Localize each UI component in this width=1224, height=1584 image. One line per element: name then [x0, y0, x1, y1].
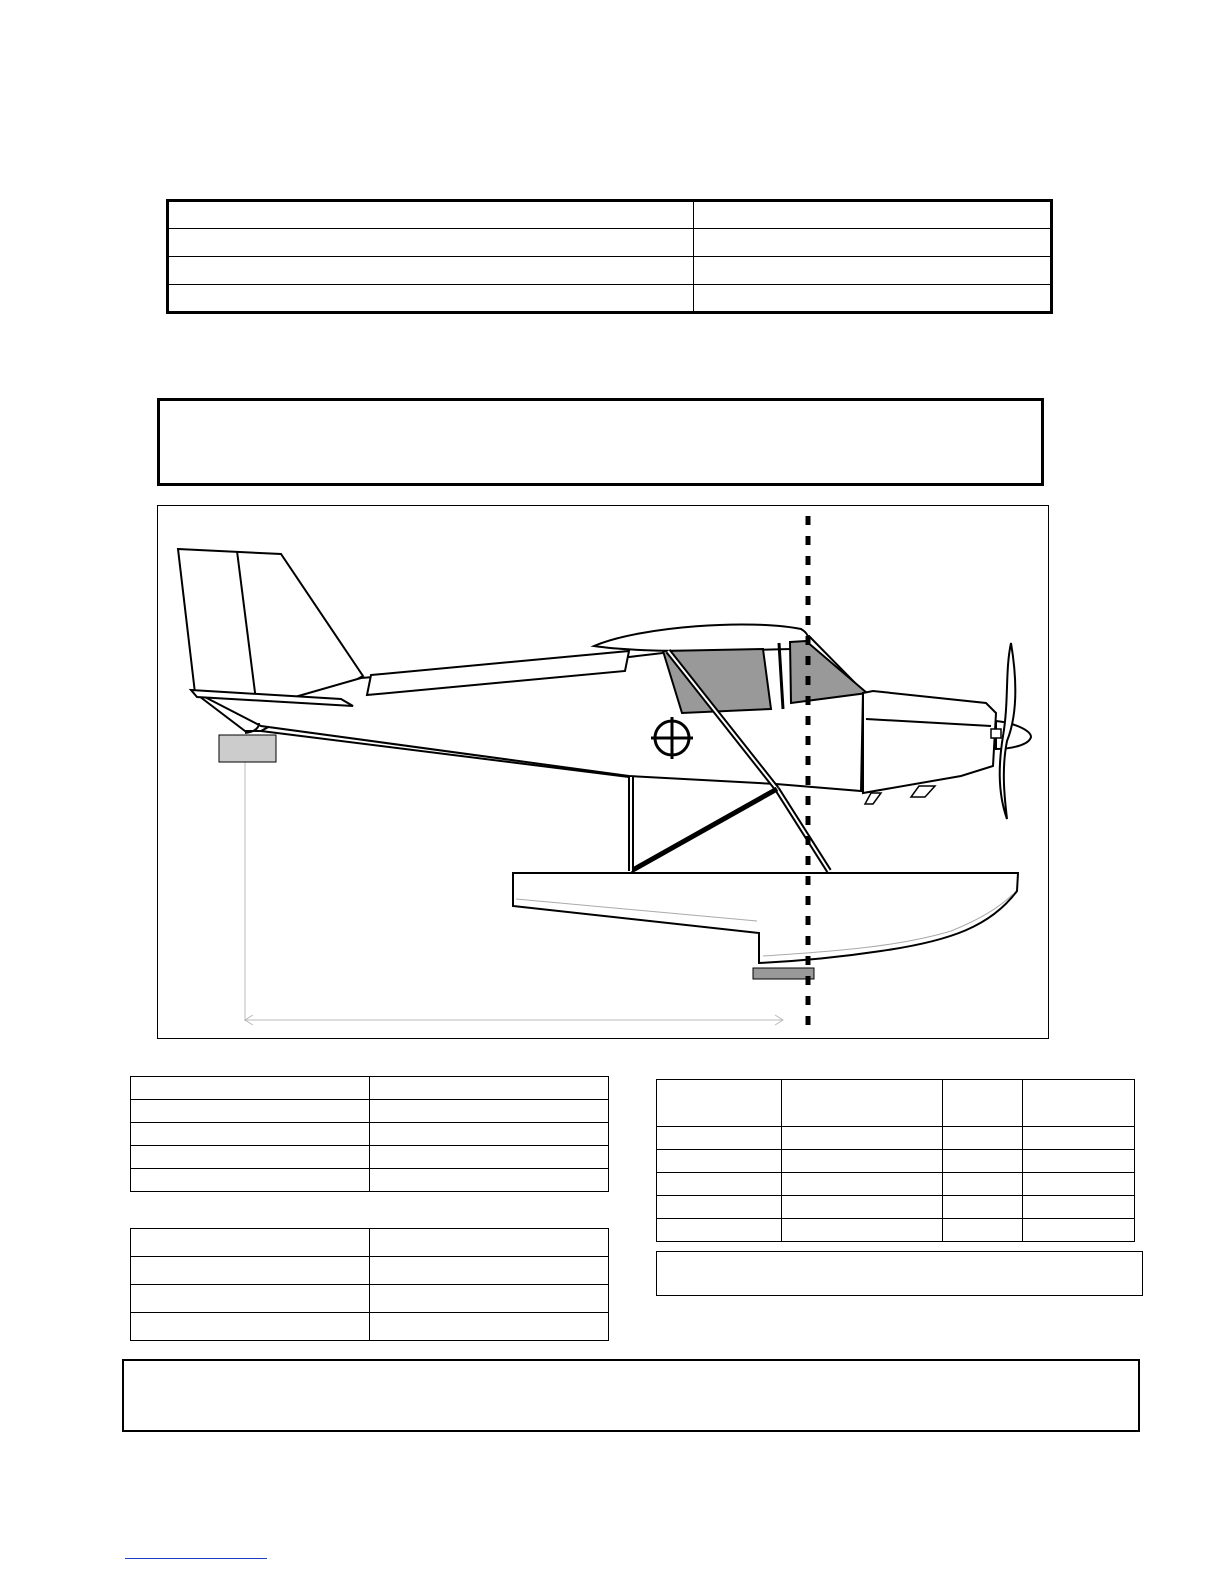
left-table-1 [130, 1076, 609, 1192]
table-cell [370, 1257, 609, 1285]
table-cell [657, 1196, 782, 1219]
table-cell [943, 1173, 1023, 1196]
propeller-hub [991, 729, 1001, 738]
left-table-2 [130, 1228, 609, 1341]
header-cell [694, 257, 1052, 285]
table-cell [1023, 1196, 1135, 1219]
table-cell [131, 1077, 370, 1100]
table-cell [657, 1150, 782, 1173]
table-cell [131, 1123, 370, 1146]
header-cell [694, 201, 1052, 229]
header-cell [168, 257, 694, 285]
table-header-cell [1023, 1080, 1135, 1127]
note-box-top [157, 398, 1044, 486]
rear-window [663, 649, 771, 713]
table-cell [943, 1127, 1023, 1150]
header-cell [168, 229, 694, 257]
table-cell [1023, 1173, 1135, 1196]
table-cell [943, 1150, 1023, 1173]
float-scale-pad [753, 968, 814, 979]
table-cell [657, 1219, 782, 1242]
float [513, 873, 1018, 963]
table-cell [657, 1173, 782, 1196]
table-cell [943, 1219, 1023, 1242]
table-header-cell [943, 1080, 1023, 1127]
wing [594, 624, 808, 650]
header-cell [694, 229, 1052, 257]
table-cell [943, 1196, 1023, 1219]
table-cell [370, 1313, 609, 1341]
table-cell [782, 1127, 943, 1150]
table-cell [370, 1229, 609, 1257]
table-cell [1023, 1127, 1135, 1150]
table-cell [370, 1285, 609, 1313]
diagonal-float-strut [631, 789, 777, 871]
table-cell [131, 1100, 370, 1123]
right-table [656, 1079, 1135, 1242]
table-cell [131, 1313, 370, 1341]
table-cell [131, 1285, 370, 1313]
table-cell [782, 1219, 943, 1242]
table-cell [782, 1173, 943, 1196]
table-cell [1023, 1219, 1135, 1242]
table-cell [370, 1123, 609, 1146]
front-float-strut-inner [777, 789, 829, 871]
table-cell [1023, 1150, 1135, 1173]
table-cell [131, 1229, 370, 1257]
table-cell [657, 1127, 782, 1150]
aircraft-diagram [158, 506, 1048, 1038]
table-cell [782, 1196, 943, 1219]
exhaust-pipe-1 [865, 793, 881, 804]
header-cell [168, 201, 694, 229]
front-window [790, 641, 867, 703]
table-cell [370, 1146, 609, 1169]
tail-scale-pad [219, 735, 276, 762]
exhaust-pipe-2 [911, 786, 935, 797]
table-cell [131, 1146, 370, 1169]
table-header-cell [657, 1080, 782, 1127]
header-cell [168, 285, 694, 313]
table-cell [370, 1077, 609, 1100]
table-cell [782, 1150, 943, 1173]
right-note-box [656, 1251, 1143, 1296]
bottom-note-box [122, 1359, 1140, 1432]
table-cell [370, 1100, 609, 1123]
aircraft-diagram-frame [157, 505, 1049, 1039]
table-cell [370, 1169, 609, 1192]
header-cell [694, 285, 1052, 313]
table-cell [131, 1169, 370, 1192]
header-table [166, 199, 1053, 314]
table-header-cell [782, 1080, 943, 1127]
engine-cowling [863, 691, 996, 793]
footer-link[interactable] [125, 1546, 267, 1559]
table-cell [131, 1257, 370, 1285]
